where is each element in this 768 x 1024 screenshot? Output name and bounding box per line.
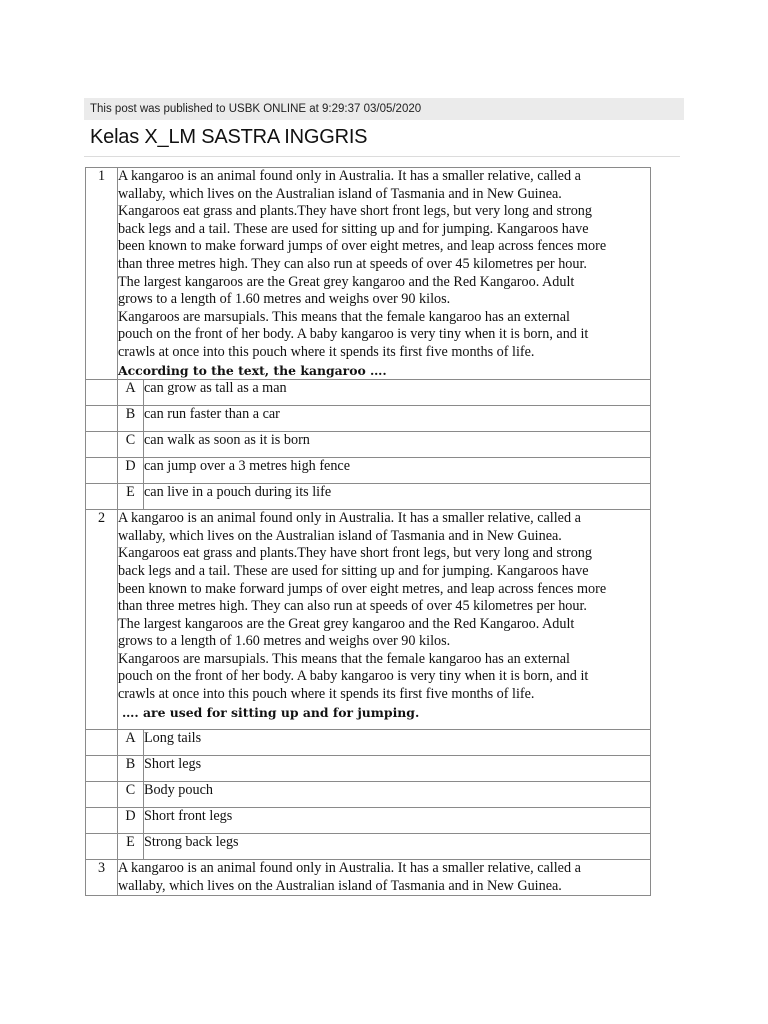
option-row[interactable] (86, 834, 651, 860)
passage-line: crawls at once into this pouch where it spends its first five months of life. (118, 343, 535, 360)
option-spacer (86, 458, 118, 484)
question-row (86, 168, 651, 380)
passage-line: back legs and a tail. These are used for sitting up and for jumping. Kangaroos have (118, 562, 589, 579)
question-row (86, 860, 651, 896)
passage-line: grows to a length of 1.60 metres and weighs over 90 kilos. (118, 291, 451, 308)
passage-line: wallaby, which lives on the Australian island of Tasmania and in New Guinea. (118, 527, 562, 544)
option-text: can jump over a 3 metres high fence (144, 458, 651, 484)
passage-line: pouch on the front of her body. A baby kangaroo is very tiny when it is born, and it (118, 668, 589, 685)
passage-line: been known to make forward jumps of over eight metres, and leap across fences more (118, 238, 607, 255)
option-letter: A (118, 380, 144, 406)
option-row[interactable] (86, 808, 651, 834)
passage-line: The largest kangaroos are the Great grey kangaroo and the Red Kangaroo. Adult (118, 273, 575, 290)
question-number: 2 (86, 510, 118, 730)
option-row[interactable] (86, 756, 651, 782)
question-stem: According to the text, the kangaroo …. (118, 362, 387, 378)
option-text: Short front legs (144, 808, 651, 834)
passage-line: A kangaroo is an animal found only in Australia. It has a smaller relative, called a (118, 168, 581, 184)
passage-line: A kangaroo is an animal found only in Australia. It has a smaller relative, called a (118, 860, 581, 877)
option-text: Long tails (144, 730, 651, 756)
option-letter: A (118, 730, 144, 756)
option-letter: E (118, 484, 144, 510)
option-row[interactable] (86, 782, 651, 808)
passage-line: back legs and a tail. These are used for sitting up and for jumping. Kangaroos have (118, 220, 589, 237)
question-body (118, 168, 651, 380)
option-spacer (86, 730, 118, 756)
option-text: can walk as soon as it is born (144, 432, 651, 458)
title-divider (84, 156, 680, 157)
question-stem: …. are used for sitting up and for jumping. (122, 704, 420, 720)
option-text: Body pouch (144, 782, 651, 808)
option-spacer (86, 432, 118, 458)
passage-line: Kangaroos eat grass and plants.They have short front legs, but very long and strong (118, 545, 592, 562)
option-letter: C (118, 782, 144, 808)
page-title: Kelas X_LM SASTRA INGGRIS (90, 126, 368, 148)
option-letter: D (118, 458, 144, 484)
option-spacer (86, 484, 118, 510)
publication-notice: This post was published to USBK ONLINE at 9:29:37 03/05/2020 (84, 98, 684, 120)
option-letter: E (118, 834, 144, 860)
option-text: can run faster than a car (144, 406, 651, 432)
passage-line: Kangaroos are marsupials. This means that the female kangaroo has an external (118, 308, 570, 325)
question-body (118, 510, 651, 730)
passage-line: Kangaroos are marsupials. This means that the female kangaroo has an external (118, 650, 570, 667)
option-letter: C (118, 432, 144, 458)
option-letter: B (118, 406, 144, 432)
passage-line: pouch on the front of her body. A baby kangaroo is very tiny when it is born, and it (118, 326, 589, 343)
passage-line: A kangaroo is an animal found only in Australia. It has a smaller relative, called a (118, 510, 581, 527)
option-row[interactable] (86, 730, 651, 756)
option-text: can grow as tall as a man (144, 380, 651, 406)
question-body (118, 860, 651, 896)
option-row[interactable] (86, 458, 651, 484)
option-row[interactable] (86, 406, 651, 432)
option-spacer (86, 834, 118, 860)
passage-line: The largest kangaroos are the Great grey kangaroo and the Red Kangaroo. Adult (118, 615, 575, 632)
question-row (86, 510, 651, 730)
option-row[interactable] (86, 432, 651, 458)
passage-line: crawls at once into this pouch where it spends its first five months of life. (118, 686, 535, 703)
option-text: Short legs (144, 756, 651, 782)
passage-line: wallaby, which lives on the Australian island of Tasmania and in New Guinea. (118, 877, 562, 894)
passage-line: Kangaroos eat grass and plants.They have short front legs, but very long and strong (118, 203, 592, 220)
option-letter: D (118, 808, 144, 834)
passage-line: wallaby, which lives on the Australian island of Tasmania and in New Guinea. (118, 185, 562, 202)
option-spacer (86, 782, 118, 808)
passage-line: been known to make forward jumps of over eight metres, and leap across fences more (118, 580, 607, 597)
passage-line: than three metres high. They can also run at speeds of over 45 kilometres per hour. (118, 255, 587, 272)
option-row[interactable] (86, 484, 651, 510)
option-spacer (86, 808, 118, 834)
option-spacer (86, 406, 118, 432)
option-spacer (86, 756, 118, 782)
option-text: Strong back legs (144, 834, 651, 860)
question-number: 1 (86, 168, 118, 380)
option-spacer (86, 380, 118, 406)
questions-table (85, 167, 651, 896)
option-letter: B (118, 756, 144, 782)
question-number: 3 (86, 860, 118, 896)
passage-line: than three metres high. They can also run at speeds of over 45 kilometres per hour. (118, 598, 587, 615)
passage-line: grows to a length of 1.60 metres and weighs over 90 kilos. (118, 633, 451, 650)
option-text: can live in a pouch during its life (144, 484, 651, 510)
option-row[interactable] (86, 380, 651, 406)
